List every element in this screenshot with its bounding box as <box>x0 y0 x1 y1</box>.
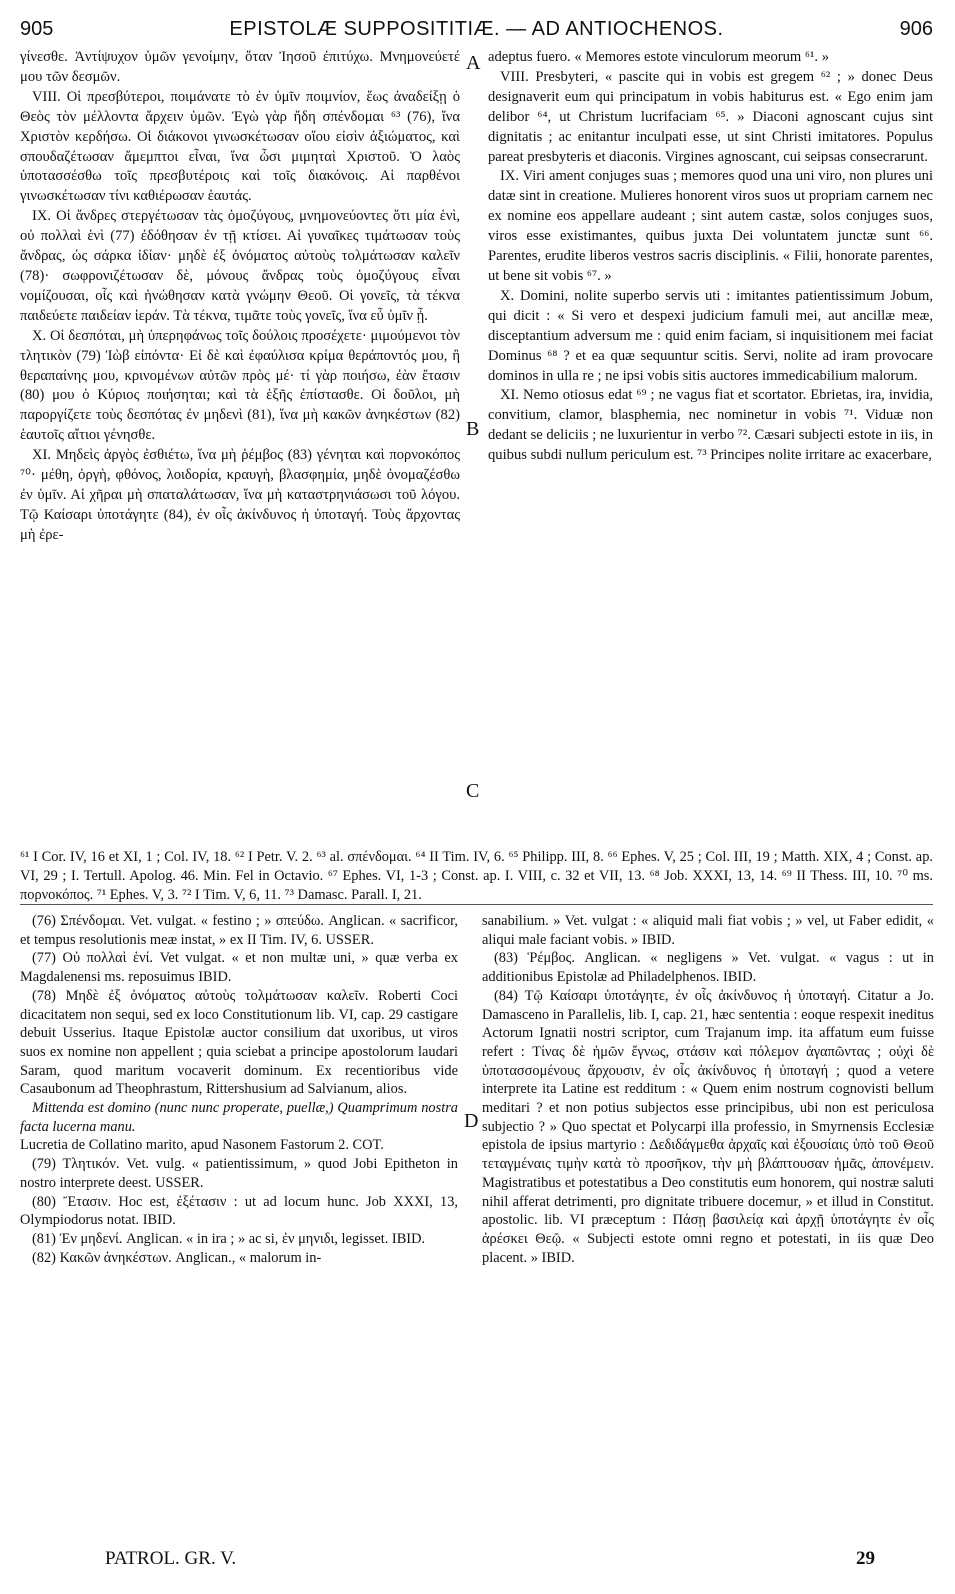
greek-paragraph: VIII. Οἱ πρεσβύτεροι, ποιμάνατε τὸ ἐν ὑμῖν ποιμνίον, ἕως ἀναδείξῃ ὁ Θεὸς τὸν μέλλοντα ἄρχειν ὑμῶν. Ἐγὼ γὰρ ἤδη σπένδομαι ⁶³ (76), ἵνα Χριστὸν κερδήσω. Οἱ διάκονοι γινωσκέτωσαν οἵου εἰσὶν ἀξιώματος, καὶ σπουδαζέτωσαν ἄμεμπτοι εἶναι, ἵνα ὦσι μιμηταὶ Χριστοῦ. Ὁ λαὸς ὑποτασσέσθω τοῖς πρεσβυτέροις καὶ τοῖς διακόνοις. Αἱ παρθένοι γινωσκέτωσαν τίνι καθιέρωσαν ἑαυτάς. <box>20 88 460 205</box>
notes-left-column <box>20 912 458 1267</box>
note: (76) Σπένδομαι. Vet. vulgat. « festino ; » σπεύδω. Anglican. « sacrificor, et tempus resolutionis meæ instat, » ex II Tim. IV, 6. USSER. <box>20 913 458 948</box>
note: (80) Ἔτασιν. Hoc est, ἐξέτασιν : ut ad locum hunc. Job XXXI, 13, Olympiodorus notat. IBID. <box>20 1193 458 1229</box>
latin-paragraph: XI. Nemo otiosus edat ⁶⁹ ; ne vagus fiat et scortator. Ebrietas, ira, invidia, convitium, clamor, blasphemia, nec nominetur in vobis ⁷¹. Viduæ non dedant se deliciis ; ne luxurientur in verbo ⁷². Cæsari subjecti estote in iis, in quibus subdi nullum periculum est. ⁷³ Principes nolite irritare ac exacerbare, <box>488 387 933 464</box>
page-footer <box>105 1548 875 1570</box>
footer-label: PATROL. GR. V. <box>105 1548 237 1569</box>
note: (77) Οὐ πολλαὶ ἑνί. Vet vulgat. « et non multæ uni, » quæ verba ex Magdalenensi ms. reposuimus IBID. <box>20 950 458 986</box>
note: sanabilium. » Vet. vulgat : « aliquid mali fiat vobis ; » vel, ut Faber edidit, « aliqui male faciant vobis. » IBID. <box>482 913 934 948</box>
page-header <box>20 18 933 48</box>
running-title: EPISTOLÆ SUPPOSITITIÆ. — AD ANTIOCHENOS. <box>229 18 724 40</box>
latin-column <box>488 48 933 466</box>
latin-paragraph: VIII. Presbyteri, « pascite qui in vobis est gregem ⁶² ; » donec Deus designaverit eum qui principatum in vobis habiturus est. « Ego enim jam delibor ⁶⁴, ut Christum lucrifaciam ⁶⁵. » Diaconi agnoscant cujus sint dignitatis ; ac enitantur inculpati esse, ut sint Christi imitatores. Populus pareat presbyteris et diaconis. Virgines agnoscant, cui seipsas consecrarunt. <box>488 68 933 165</box>
margin-marker-b: B <box>466 418 480 440</box>
greek-paragraph: XI. Μηδεὶς ἀργὸς ἐσθιέτω, ἵνα μὴ ῥέμβος (83) γένηται καὶ πορνοκόπος ⁷⁰· μέθη, ὀργὴ, φθόνος, λοιδορία, κραυγὴ, βλασφημία, μηδὲ ὀνομαζέσθω ἐν ὑμῖν. Αἱ χῆραι μὴ σπαταλάτωσαν, ἵνα μὴ καταστρηνιάσωσι τοῦ λόγου. Τῷ Καίσαρι ὑποτάγητε (84), ἐν οἷς ἀκίνδυνος ἡ ὑποταγή. Τοὺς ἄρχοντας μὴ ἐρε- <box>20 447 460 543</box>
margin-marker-a: A <box>466 52 481 74</box>
greek-paragraph: γίνεσθε. Ἀντίψυχον ὑμῶν γενοίμην, ὅταν Ἰησοῦ ἐπιτύχω. Μνημονεύετέ μου τῶν δεσμῶν. <box>20 49 460 85</box>
greek-paragraph: X. Οἱ δεσπόται, μὴ ὑπερηφάνως τοῖς δούλοις προσέχετε· μιμούμενοι τὸν τλητικὸν (79) Ἰὼβ εἰπόντα· Εἰ δὲ καὶ ἐφαύλισα κρίμα θεράποντός μου, ἢ θεραπαίνης μου, κρινομένων αὐτῶν πρὸς μέ· τί γὰρ ποιήσω, ἐὰν ἔτασιν (80) μου ὁ Κύριος ποιήσηται; καὶ τὰ ἑξῆς ἐπίστασθε. Οἱ δοῦλοι, μὴ παροργίζετε τοὺς δεσπότας ἐν μηδενὶ (81), ἵνα μὴ κακῶν ἀνηκέστων (82) ἑαυτοῖς αἴτιοι γένησθε. <box>20 327 460 444</box>
note: (84) Τῷ Καίσαρι ὑποτάγητε, ἐν οἷς ἀκίνδυνος ἡ ὑποταγή. Citatur a Jo. Damasceno in Parallelis, lib. I, cap. 21, hæc sententia : eoque respexit ineditus Actorum Ignatii nostri scriptor, cum Trajanum imp. ita affatum eum fuisse refert : Τίνας δὲ ἡμῶν ἔγνως, στάσιν καὶ πόλεμον ἀγαπῶντας ; οὐχὶ δὲ ὑποτασσομένους ἄρχουσιν, ἐν οἷς ἀκίνδυνος ἡ ὑποταγή ; quod a vetere interprete ita Latine est redditum : « Quem enim nostrum cognovisti bellum meditari ? et non potius subjectos esse principibus, ubi non est periculosa subjectio ? » Quo spectat et Polycarpi illa professio, in Smyrnensis Ecclesiæ epistola de ipsius martyrio : Δεδιδάγμεθα ἀρχαῖς καὶ ἐξουσίαις ὑπὸ τοῦ Θεοῦ τεταγμέναις τιμὴν κατὰ τὸ προσῆκον, τὴν μὴ βλάπτουσαν ἡμᾶς, ἀπονέμειν. Magistratibus et potestatibus a Deo constitutis eum honorem, qui nostræ saluti nihil afferat detrimenti, pro dignitate tribuere docemur, » et illud in Constitut. apostolic. lib. VI præceptum : Πάσῃ βασιλείᾳ καὶ ἀρχῇ ὑποτάγητε ἐν οἷς ἀρέσκει Θεῷ. « Subjecti estote omni regno et potestati, in iis quæ Deo placent. » IBID. <box>482 987 934 1266</box>
signature-number: 29 <box>856 1548 875 1569</box>
note: (81) Ἐν μηδενί. Anglican. « in ira ; » ac si, ἐν μηνιδι, legisset. IBID. <box>32 1230 426 1247</box>
page-number-left: 905 <box>20 18 54 40</box>
divider <box>20 904 933 905</box>
greek-column <box>20 48 460 546</box>
note: (83) Ῥέμβος. Anglican. « negligens » Vet. vulgat. « vagus : ut in additionibus Epistolæ ad Philadelphenos. IBID. <box>482 950 934 986</box>
note: (79) Τλητικόν. Vet. vulg. « patientissimum, » quod Jobi Epitheton in nostro interprete deest. USSER. <box>20 1156 458 1191</box>
note-verse: Mittenda est domino (nunc nunc properate, puellæ,) Quamprimum nostra facta lucerna manu. <box>20 1100 458 1135</box>
latin-paragraph: adeptus fuero. « Memores estote vinculorum meorum ⁶¹. » <box>488 49 829 65</box>
scripture-footnotes: ⁶¹ I Cor. IV, 16 et XI, 1 ; Col. IV, 18. ⁶² I Petr. V. 2. ⁶³ al. σπένδομαι. ⁶⁴ II Tim. IV, 6. ⁶⁵ Philipp. III, 8. ⁶⁶ Ephes. V, 25 ; Col. III, 19 ; Matth. XIX, 4 ; Const. ap. VI, 29 ; I. Tertull. Apolog. 46. Min. Fel in Octavio. ⁶⁷ Ephes. VI, 1-3 ; Const. ap. I. VIII, c. 32 et VII, 13. ⁶⁸ Job. XXXI, 13, 14. ⁶⁹ II Thess. III, 10. ⁷⁰ ms. πορνοκόπος. ⁷¹ Ephes. V, 3. ⁷² I Tim. V, 6, 11. ⁷³ Damasc. Parall. I, 21. <box>20 849 933 903</box>
latin-paragraph: IX. Viri ament conjuges suas ; memores quod una uni viro, non plures uni datæ sint in creatione. Mulieres honorent viros suos ut propriam carnem nec ex nomine eos appellare audeant ; sint autem castæ, solos conjuges suos, viros esse existimantes, quibus juxta Dei voluntatem junctæ sunt ⁶⁶. Parentes, erudite liberos vestros sacris disciplinis. « Filii, honorate parentes, ut bene sit vobis ⁶⁷. » <box>488 168 933 284</box>
notes-right-column <box>482 912 934 1267</box>
greek-paragraph: IX. Οἱ ἄνδρες στεργέτωσαν τὰς ὁμοζύγους, μνημονεύοντες ὅτι μία ἑνὶ, οὐ πολλαὶ ἑνὶ (77) ἐδόθησαν ἐν τῇ κτίσει. Αἱ γυναῖκες τιμάτωσαν τοὺς ἄνδρας, ὡς σάρκα ἰδίαν· μηδὲ ἐξ ὀνόματος αὐτοὺς τολμάτωσαν καλεῖν (78)· σωφρονιζέτωσαν δὲ, μόνους ἄνδρας τοὺς ὁμοζύγους εἶναι νομίζουσαι, οἷς καὶ ἡνώθησαν κατὰ γνώμην Θεοῦ. Οἱ γονεῖς, τὰ τέκνα παιδεύετε παιδείαν ἱεράν. Τὰ τέκνα, τιμᾶτε τοὺς γονεῖς, ἵνα εὖ ὑμῖν ᾖ. <box>20 208 460 324</box>
margin-marker-d: D <box>464 1110 479 1132</box>
note: (82) Κακῶν ἀνηκέστων. Anglican., « malorum in- <box>32 1249 322 1266</box>
margin-marker-c: C <box>466 780 480 802</box>
page-number-right: 906 <box>899 18 933 40</box>
note: Lucretia de Collatino marito, apud Nasonem Fastorum 2. COT. <box>20 1137 384 1154</box>
note: (78) Μηδὲ ἐξ ὀνόματος αὐτοὺς τολμάτωσαν καλεῖν. Roberti Coci dicacitatem non sequi, sed ex loco Constitutionum lib. VI, cap. 29 castigare debuit Usserius. Itaque Epistolæ auctor consilium dat uxoribus, ut viros suos ex nomine non appellent ; quia sciebat a principe apostolorum laudari Saram, quod maritum vocaverit dominum. Ex recentioribus vide Casaubonum ad Theophrastum, Rittershusium ad Salvianum, alios. <box>20 987 458 1098</box>
latin-paragraph: X. Domini, nolite superbo servis uti : imitantes patientissimum Jobum, qui dicit : « Si vero et despexi judicium famuli mei, aut ancillæ meæ, disceptantium adversum me : quid enim faciam, si inquisitionem mei faciat Dominus ⁶⁸ ? et ea quæ sequuntur scitis. Servi, nolite ad iram provocare dominos in ulla re ; ne ipsi vobis sitis auctores immedicabilium malorum. <box>488 287 933 384</box>
